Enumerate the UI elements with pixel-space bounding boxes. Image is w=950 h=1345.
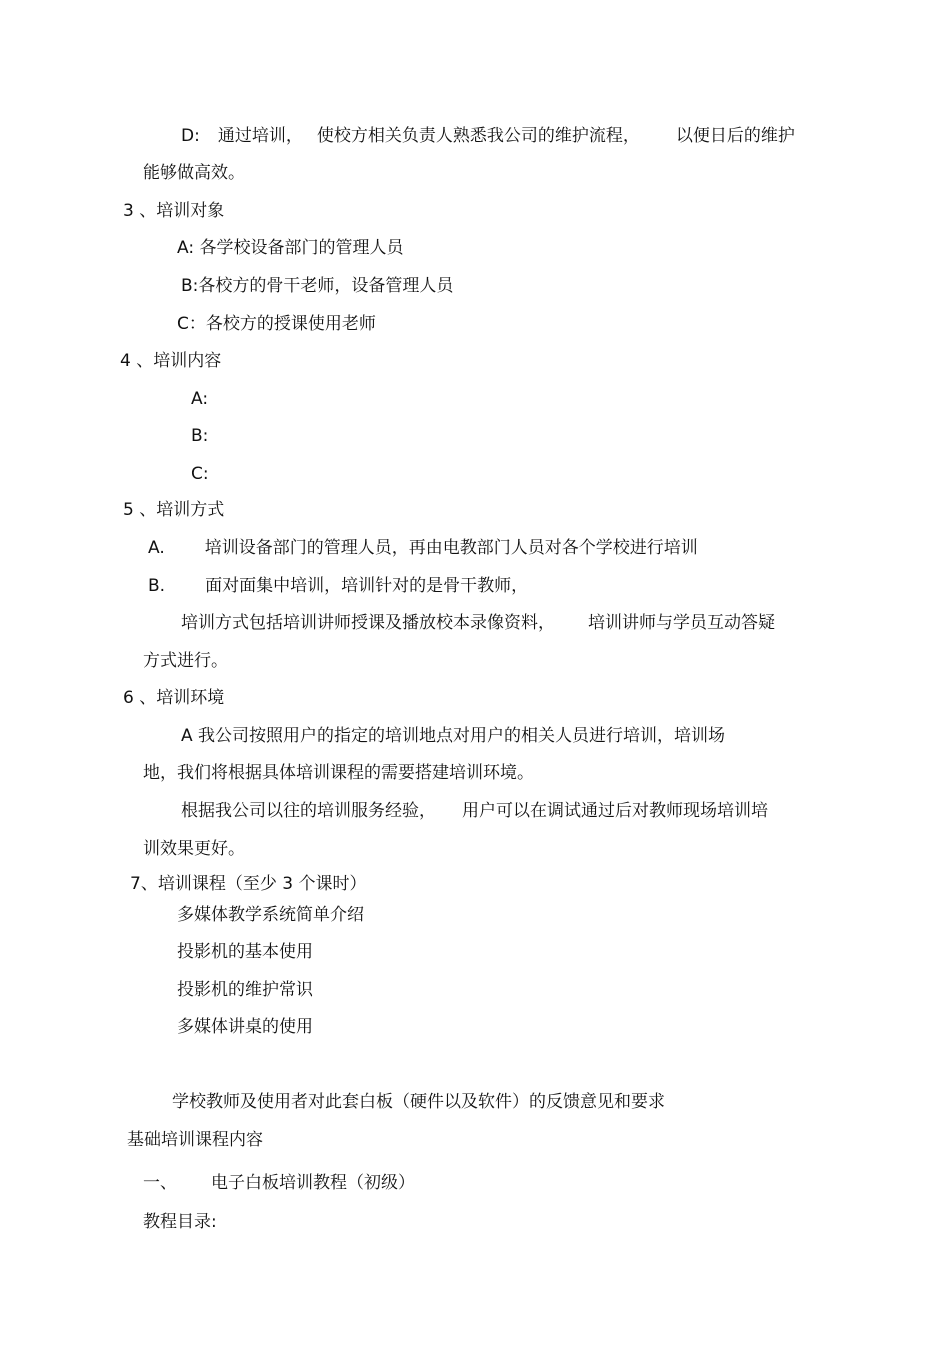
course-item: 投影机的维护常识 xyxy=(177,980,313,1000)
d-item-text-2: 使校方相关负责人熟悉我公司的维护流程， xyxy=(316,126,640,146)
section-3-heading: 3 、培训对象 xyxy=(123,201,225,221)
section-4-heading: 4 、培训内容 xyxy=(120,351,222,371)
section-5-item-a xyxy=(148,537,698,559)
section-6-heading: 6 、培训环境 xyxy=(123,688,225,708)
section-6-paragraph-2 xyxy=(181,800,768,822)
section-4-item-b: B: xyxy=(191,426,209,446)
section-3-item-b: B:各校方的骨干老师，设备管理人员 xyxy=(181,276,454,296)
section-5-heading: 5 、培训方式 xyxy=(123,500,225,520)
section-4-item-c: C: xyxy=(191,464,209,484)
section-5-paragraph-part-1: 培训方式包括培训讲师授课及播放校本录像资料， xyxy=(181,613,555,633)
section-5-paragraph-continuation: 方式进行。 xyxy=(143,651,228,671)
section-5-paragraph xyxy=(181,612,775,634)
d-item-line xyxy=(181,125,795,147)
basic-course-title: 基础培训课程内容 xyxy=(127,1130,263,1150)
section-6-paragraph-2-continuation: 训效果更好。 xyxy=(143,839,245,859)
part-1-title: 电子白板培训教程（初级） xyxy=(211,1173,415,1193)
section-5-item-a-text: 培训设备部门的管理人员，再由电教部门人员对各个学校进行培训 xyxy=(204,538,698,558)
course-item: 多媒体教学系统简单介绍 xyxy=(177,905,364,925)
d-item-label: D: xyxy=(181,126,200,146)
feedback-line: 学校教师及使用者对此套白板（硬件以及软件）的反馈意见和要求 xyxy=(172,1092,665,1112)
part-1-heading xyxy=(143,1172,415,1194)
section-5-item-b xyxy=(148,575,528,597)
d-item-continuation: 能够做高效。 xyxy=(143,163,245,183)
section-6-paragraph-1-continuation: 地，我们将根据具体培训课程的需要搭建培训环境。 xyxy=(143,763,534,783)
section-5-paragraph-part-2: 培训讲师与学员互动答疑 xyxy=(588,613,775,633)
section-5-item-b-label: B. xyxy=(148,576,166,596)
course-item: 投影机的基本使用 xyxy=(177,942,313,962)
section-4-item-a: A: xyxy=(191,389,209,409)
toc-label: 教程目录: xyxy=(143,1212,217,1232)
section-6-paragraph-2-part-1: 根据我公司以往的培训服务经验， xyxy=(181,801,436,821)
section-6-paragraph-1: A 我公司按照用户的指定的培训地点对用户的相关人员进行培训，培训场 xyxy=(181,726,726,746)
d-item-text-1: 通过培训， xyxy=(217,126,303,146)
section-3-item-c: C：各校方的授课使用老师 xyxy=(177,314,376,334)
course-item: 多媒体讲桌的使用 xyxy=(177,1017,313,1037)
section-5-item-b-text: 面对面集中培训，培训针对的是骨干教师， xyxy=(205,576,529,596)
d-item-text-3: 以便日后的维护 xyxy=(675,126,795,146)
section-5-item-a-label: A. xyxy=(148,538,165,558)
section-7-heading: 7、培训课程（至少 3 个课时） xyxy=(130,874,367,894)
section-3-item-a: A: 各学校设备部门的管理人员 xyxy=(177,238,404,258)
section-6-paragraph-2-part-2: 用户可以在调试通过后对教师现场培训培 xyxy=(462,801,768,821)
part-1-number: 一、 xyxy=(143,1173,177,1193)
